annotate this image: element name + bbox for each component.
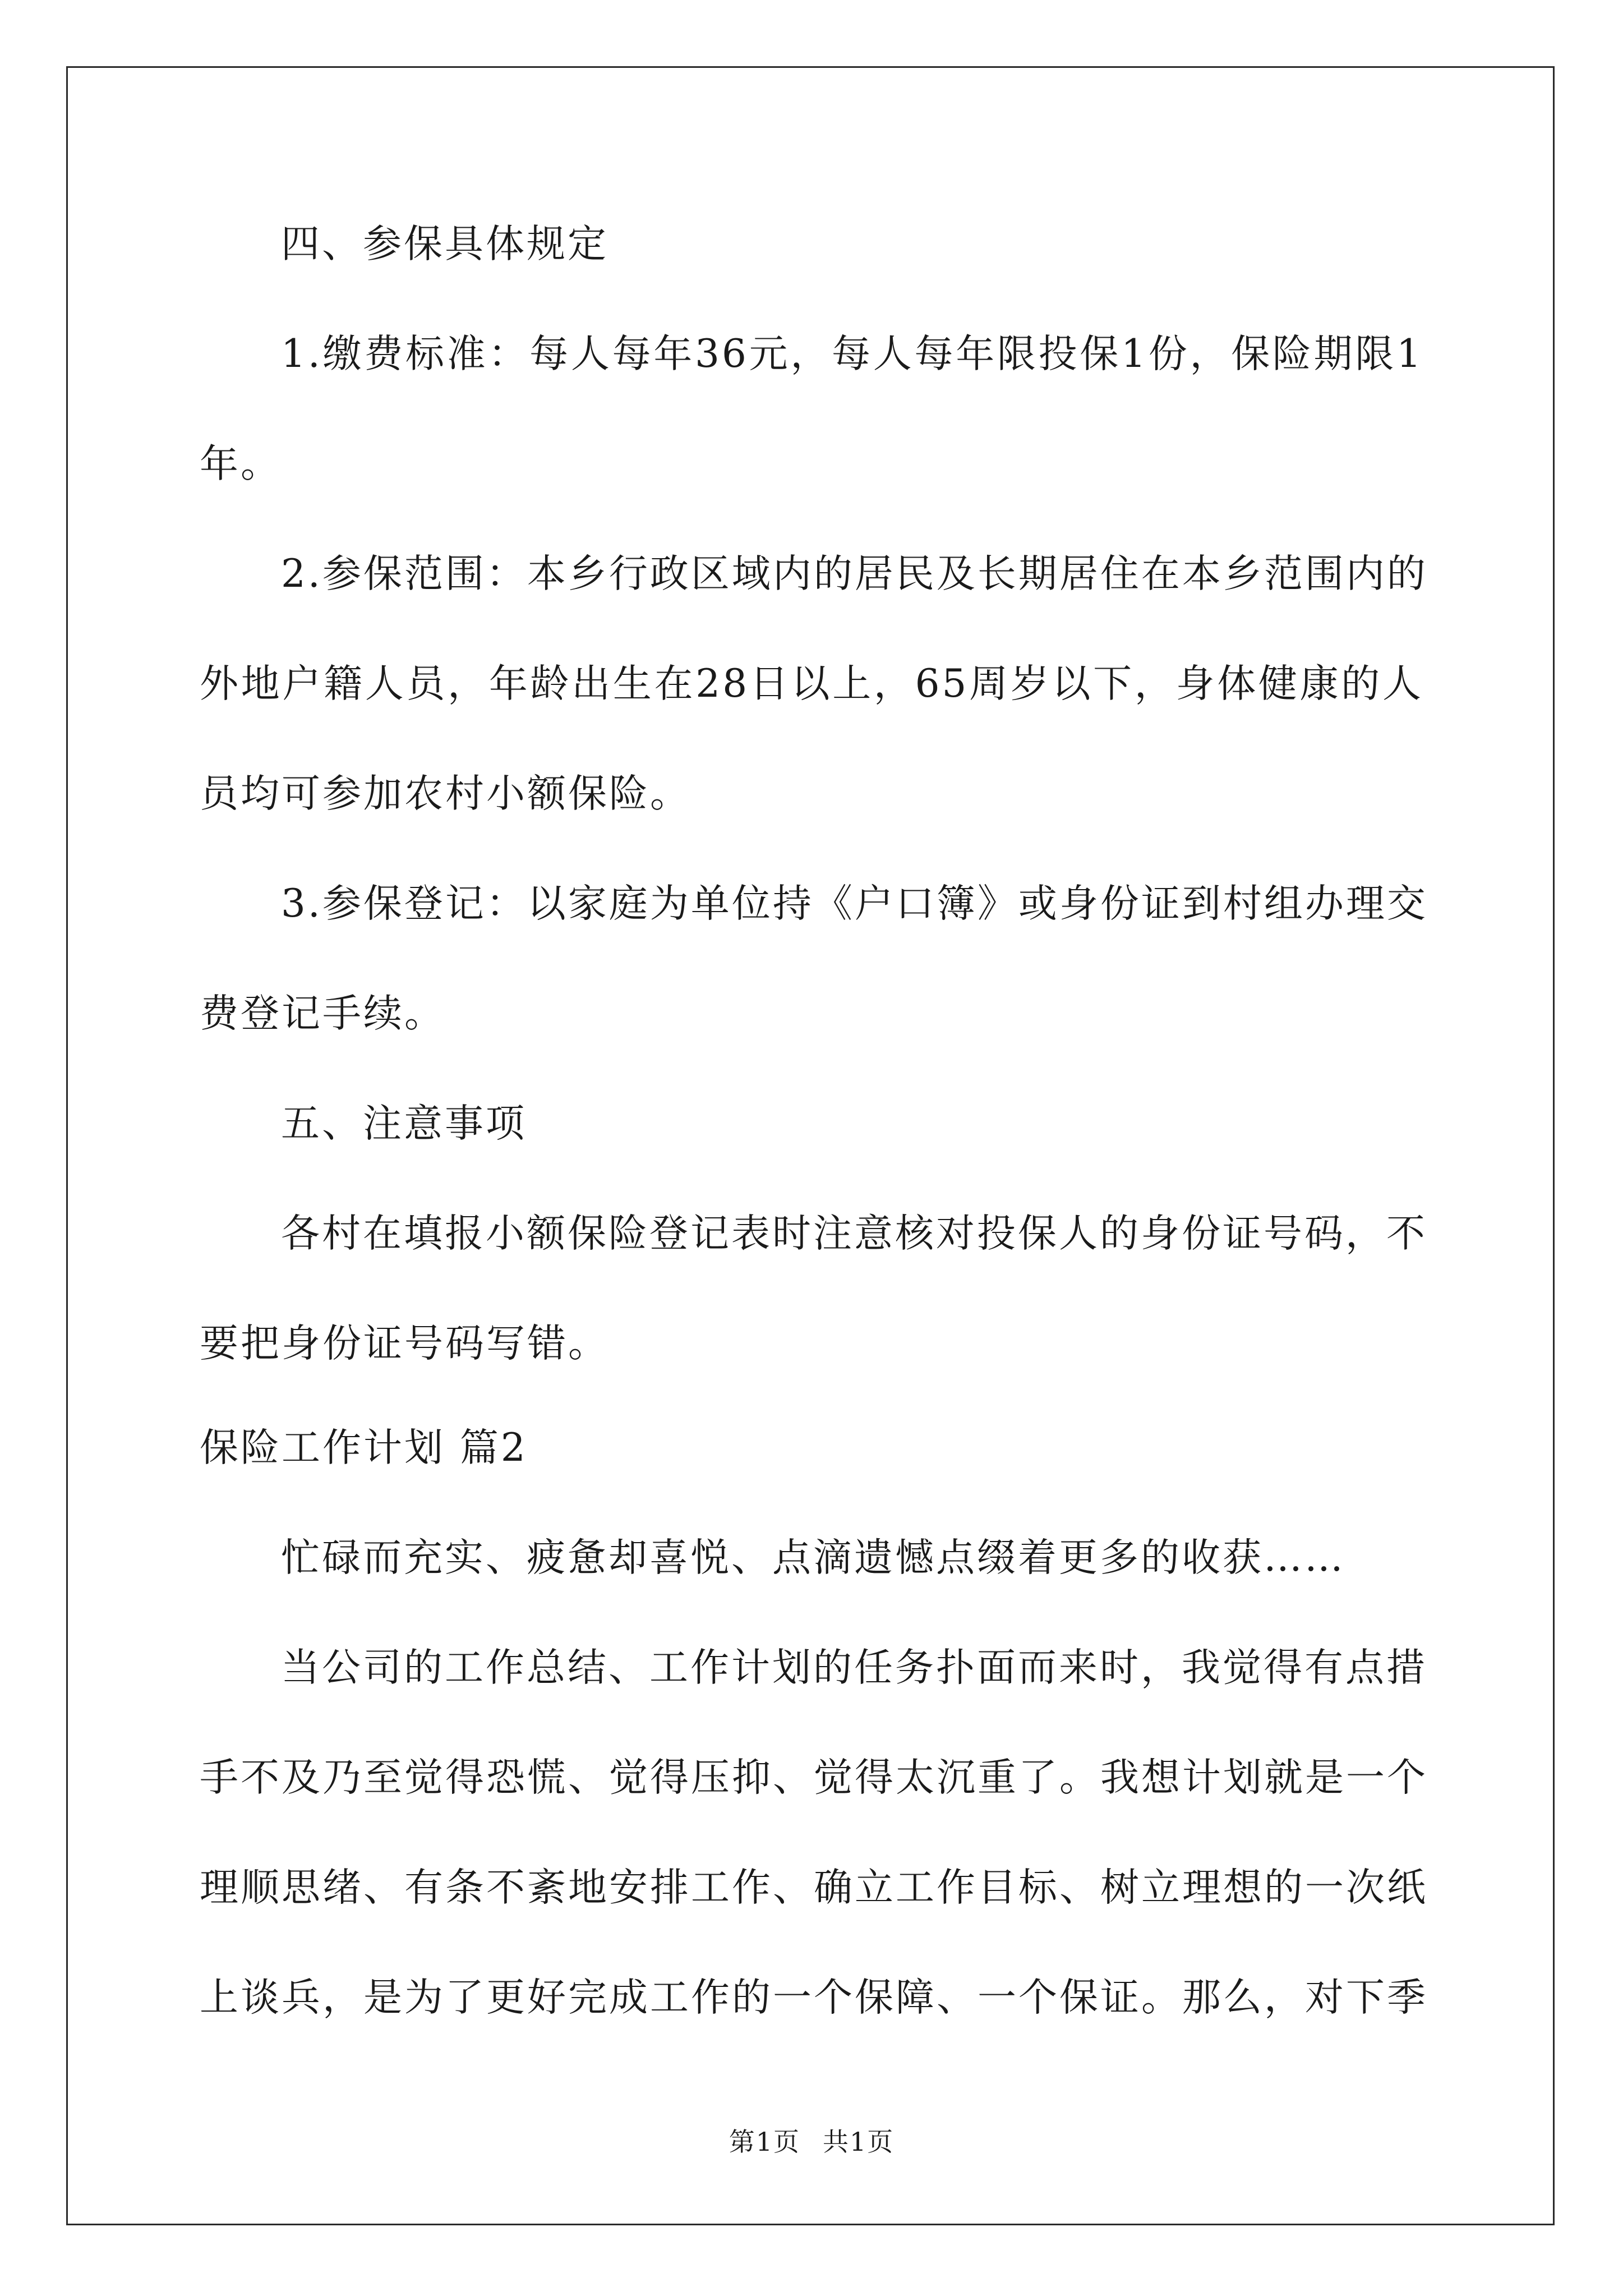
paragraph-line: 员均可参加农村小额保险。 xyxy=(200,771,691,816)
page-total: 共1页 xyxy=(823,2127,895,2157)
section-heading-5: 五、注意事项 xyxy=(281,1101,527,1146)
article-title: 保险工作计划 篇2 xyxy=(200,1425,528,1470)
paragraph-line: 1.缴费标准：每人每年36元，每人每年限投保1份，保险期限1 xyxy=(281,332,1423,376)
page-footer xyxy=(0,2125,1623,2159)
paragraph-line: 费登记手续。 xyxy=(200,991,445,1036)
page-number: 第1页 xyxy=(728,2127,800,2157)
paragraph-line: 要把身份证号码写错。 xyxy=(200,1321,609,1366)
section-heading-4: 四、参保具体规定 xyxy=(281,222,608,266)
paragraph-line: 上谈兵，是为了更好完成工作的一个保障、一个保证。那么，对下季 xyxy=(200,1975,1428,2020)
paragraph-line: 理顺思绪、有条不紊地安排工作、确立工作目标、树立理想的一次纸 xyxy=(200,1865,1428,1910)
paragraph-line: 外地户籍人员，年龄出生在28日以上，65周岁以下，身体健康的人 xyxy=(200,661,1423,706)
paragraph-line: 当公司的工作总结、工作计划的任务扑面而来时，我觉得有点措 xyxy=(281,1645,1427,1690)
paragraph-line: 2.参保范围：本乡行政区域内的居民及长期居住在本乡范围内的 xyxy=(281,551,1428,596)
paragraph-line: 年。 xyxy=(200,441,282,486)
paragraph-line: 手不及乃至觉得恐慌、觉得压抑、觉得太沉重了。我想计划就是一个 xyxy=(200,1755,1428,1800)
paragraph-line: 3.参保登记：以家庭为单位持《户口簿》或身份证到村组办理交 xyxy=(281,881,1428,926)
paragraph-line: 忙碌而充实、疲惫却喜悦、点滴遗憾点缀着更多的收获…… xyxy=(281,1535,1345,1580)
paragraph-line: 各村在填报小额保险登记表时注意核对投保人的身份证号码，不 xyxy=(281,1211,1427,1256)
